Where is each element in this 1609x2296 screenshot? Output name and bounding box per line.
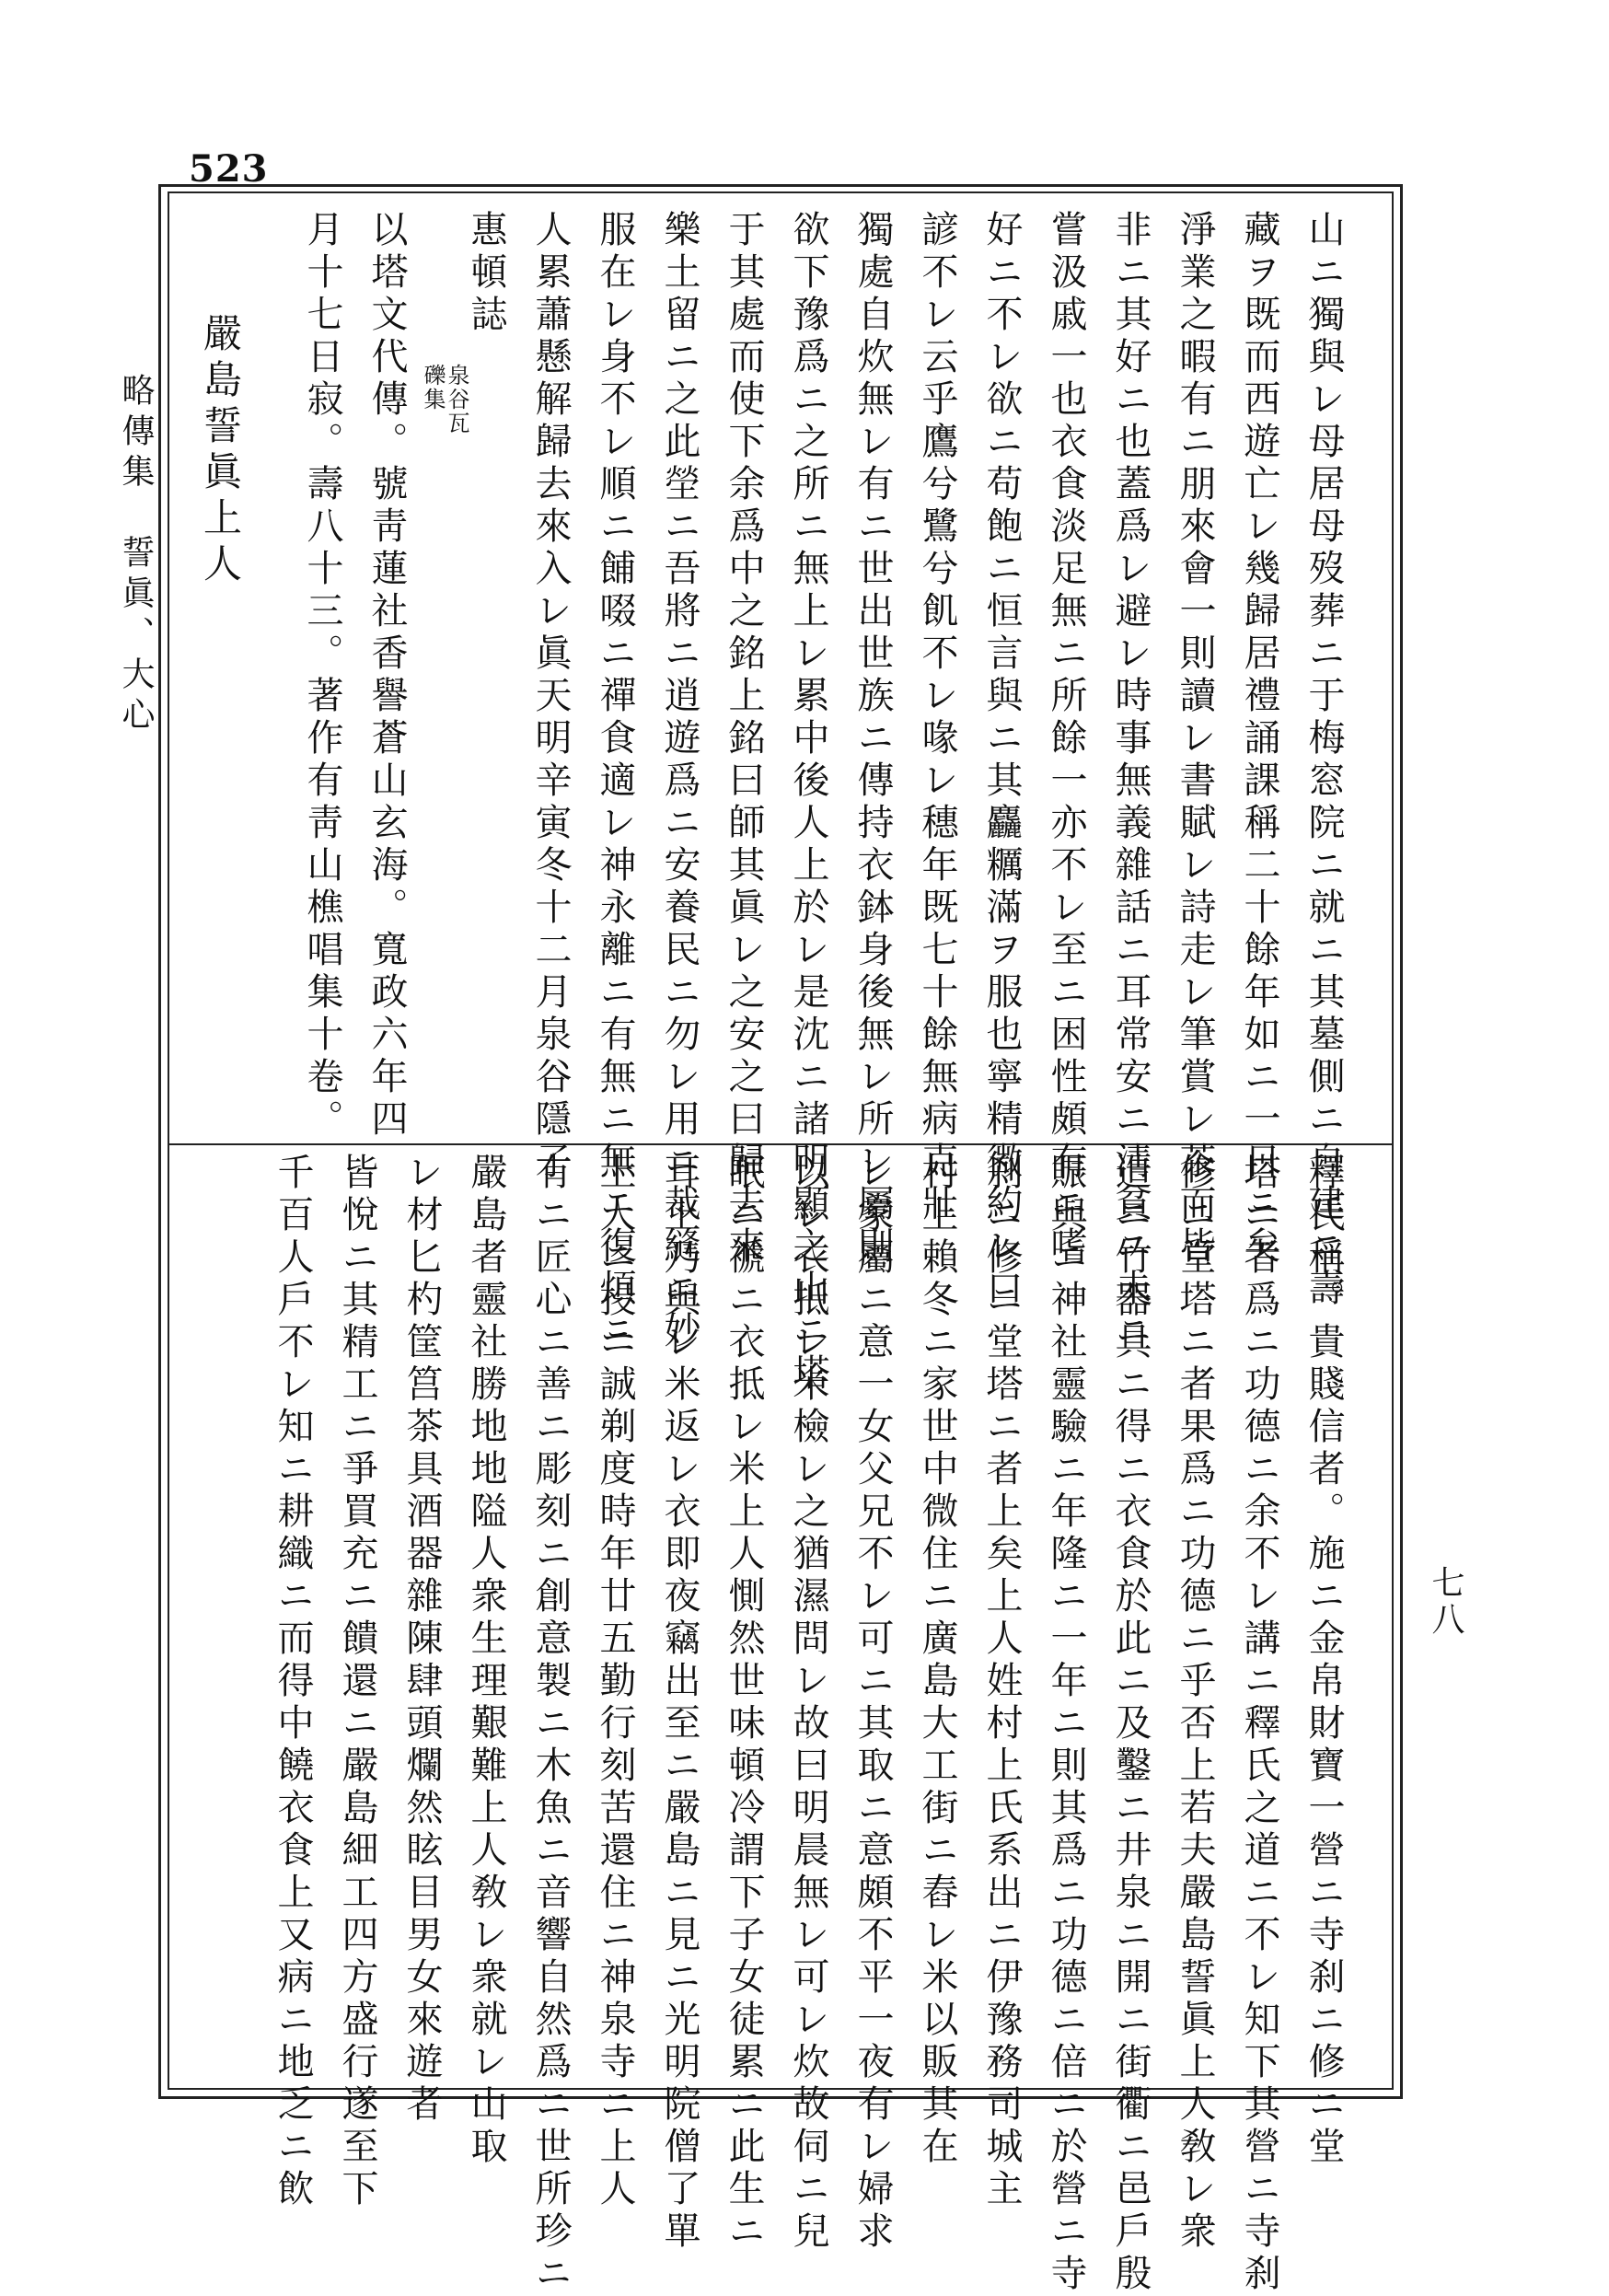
upper-column: 樂土留ニ之此塋ニ吾將ニ逍遊爲ニ安養民ニ勿レ用ニ裁縫ニ妙 xyxy=(658,210,700,1353)
lower-column: 耳上乃與レ米返レ衣即夜竊出至ニ嚴島ニ見ニ光明院僧了單 xyxy=(658,1153,700,2254)
upper-column: 欲下豫爲ニ之所ニ無上レ累中後人上於レ是沈ニ諸明顯之山ニ塔 xyxy=(787,210,829,1396)
page-number: 523 xyxy=(189,147,269,191)
upper-column: 山ニ獨與レ母居母歿葬ニ于梅窓院ニ就ニ其墓側ニ自建ニ壽 xyxy=(1302,210,1345,1311)
upper-column: 服在レ身不レ順ニ餔啜ニ禪食適レ神永離ニ有無ニ無ニ復煩ニ xyxy=(594,210,636,1353)
lower-column: 修ニ堂塔ニ者果爲ニ功德ニ乎否上若夫嚴島誓眞上人敎レ衆 xyxy=(1174,1153,1216,2254)
lower-column: 塔ニ者爲ニ功德ニ余不レ講ニ釋氏之道ニ不レ知下其營ニ寺刹 xyxy=(1238,1153,1280,2296)
lower-column: 造ニ竹器具ニ得ニ衣食於此ニ及鑿ニ井泉ニ開ニ街衢ニ邑戶殷 xyxy=(1109,1153,1152,2296)
lower-column: 釋氏稱。貴賤信者。施ニ金帛財寶一營ニ寺刹ニ修ニ堂 xyxy=(1302,1153,1345,2169)
upper-column: 藏ヲ既而西遊亡レ幾歸居禮誦課稱二十餘年如ニ一日ニ矣 xyxy=(1238,210,1280,1269)
lower-column: 眠ニ褫ニ衣抵レ米上人惻然世味頓冷謂下子女徒累ニ此生ニ xyxy=(723,1153,765,2254)
lower-column: 千百人戶不レ知ニ耕織ニ而得中饒衣食上又病ニ地乏ニ飲 xyxy=(272,1153,314,2211)
lower-column: レ家屬ニ意一女父兄不レ可ニ其取ニ意頗不平一夜有レ婦求 xyxy=(851,1153,894,2254)
lower-column: 皆悅ニ其精工ニ爭買充ニ饋還ニ嚴島細工四方盛行遂至下 xyxy=(336,1153,378,2211)
lower-column: 村上賴冬ニ家世中微住ニ廣島大工街ニ舂レ米以販其在 xyxy=(916,1153,958,2169)
upper-column: 淨業之暇有ニ朋來會一則讀レ書賦レ詩走レ筆賞レ茶而皆 xyxy=(1174,210,1216,1269)
running-head: 略傳集 誓眞、大心 xyxy=(117,373,155,737)
upper-column: 獨處自炊無レ有ニ世出世族ニ傳持衣鉢身後無レ所レ屬則 xyxy=(851,210,894,1269)
lower-column: 刹ニ修ニ堂塔ニ者上矣上人姓村上氏系出ニ伊豫務司城主 xyxy=(980,1153,1023,2211)
author-signature: 惠頓誌 xyxy=(465,210,507,337)
upper-column: 諺不レ云乎鷹兮鷺兮飢不レ喙レ穗年既七十餘無病克壯 xyxy=(916,210,958,1226)
lower-column: レ材匕杓筐筥茶具酒器雜陳肆頭爛然眩目男女來遊者 xyxy=(400,1153,443,2127)
lower-column: 賑與ニ神社靈驗ニ年隆ニ一年ニ則其爲ニ功德ニ倍ニ於營ニ寺 xyxy=(1045,1153,1087,2296)
source-note: 礫集 xyxy=(420,364,446,412)
upper-column: 人累蕭懸解歸去來入レ眞天明辛寅冬十二月泉谷隱子 xyxy=(529,210,572,1184)
biography-heading: 嚴島誓眞上人 xyxy=(198,313,243,589)
upper-column: 嘗汲戚一也衣食淡足無ニ所餘一亦不レ至ニ困性頗有ニ嗜 xyxy=(1045,210,1087,1269)
lower-column: 以レ衣抵レ米檢レ之猶濕問レ故曰明晨無レ可レ炊故伺ニ兒 xyxy=(787,1153,829,2254)
lower-column: 上人ニ投ニ誠剃度時年廿五勤行刻苦還住ニ神泉寺ニ上人 xyxy=(594,1153,636,2211)
bio-column: 以塔文代傳。號靑蓮社香譽蒼山玄海。寬政六年四 xyxy=(365,210,408,1142)
upper-column: 非ニ其好ニ也蓋爲レ避レ時事無義雜話ニ耳常安ニ清貧ニ未ニ xyxy=(1109,210,1152,1353)
upper-column: 于其處而使下余爲中之銘上銘曰師其眞レ之安之曰歸去來 xyxy=(723,210,765,1269)
lower-column: 有ニ匠心ニ善ニ彫刻ニ創意製ニ木魚ニ音響自然爲ニ世所珍ニ xyxy=(529,1153,572,2296)
bio-column: 月十七日寂。壽八十三。著作有靑山樵唱集十卷。 xyxy=(301,210,343,1142)
lower-column: 嚴島者靈社勝地地隘人衆生理艱難上人敎レ衆就レ山取 xyxy=(465,1153,507,2169)
upper-column: 好ニ不レ欲ニ苟飽ニ恒言與ニ其麤糲滿ヲ服也寧精微約レ口 xyxy=(980,210,1023,1311)
source-note: 泉谷瓦 xyxy=(444,364,469,435)
folio-number: 七八 xyxy=(1427,1565,1464,1639)
